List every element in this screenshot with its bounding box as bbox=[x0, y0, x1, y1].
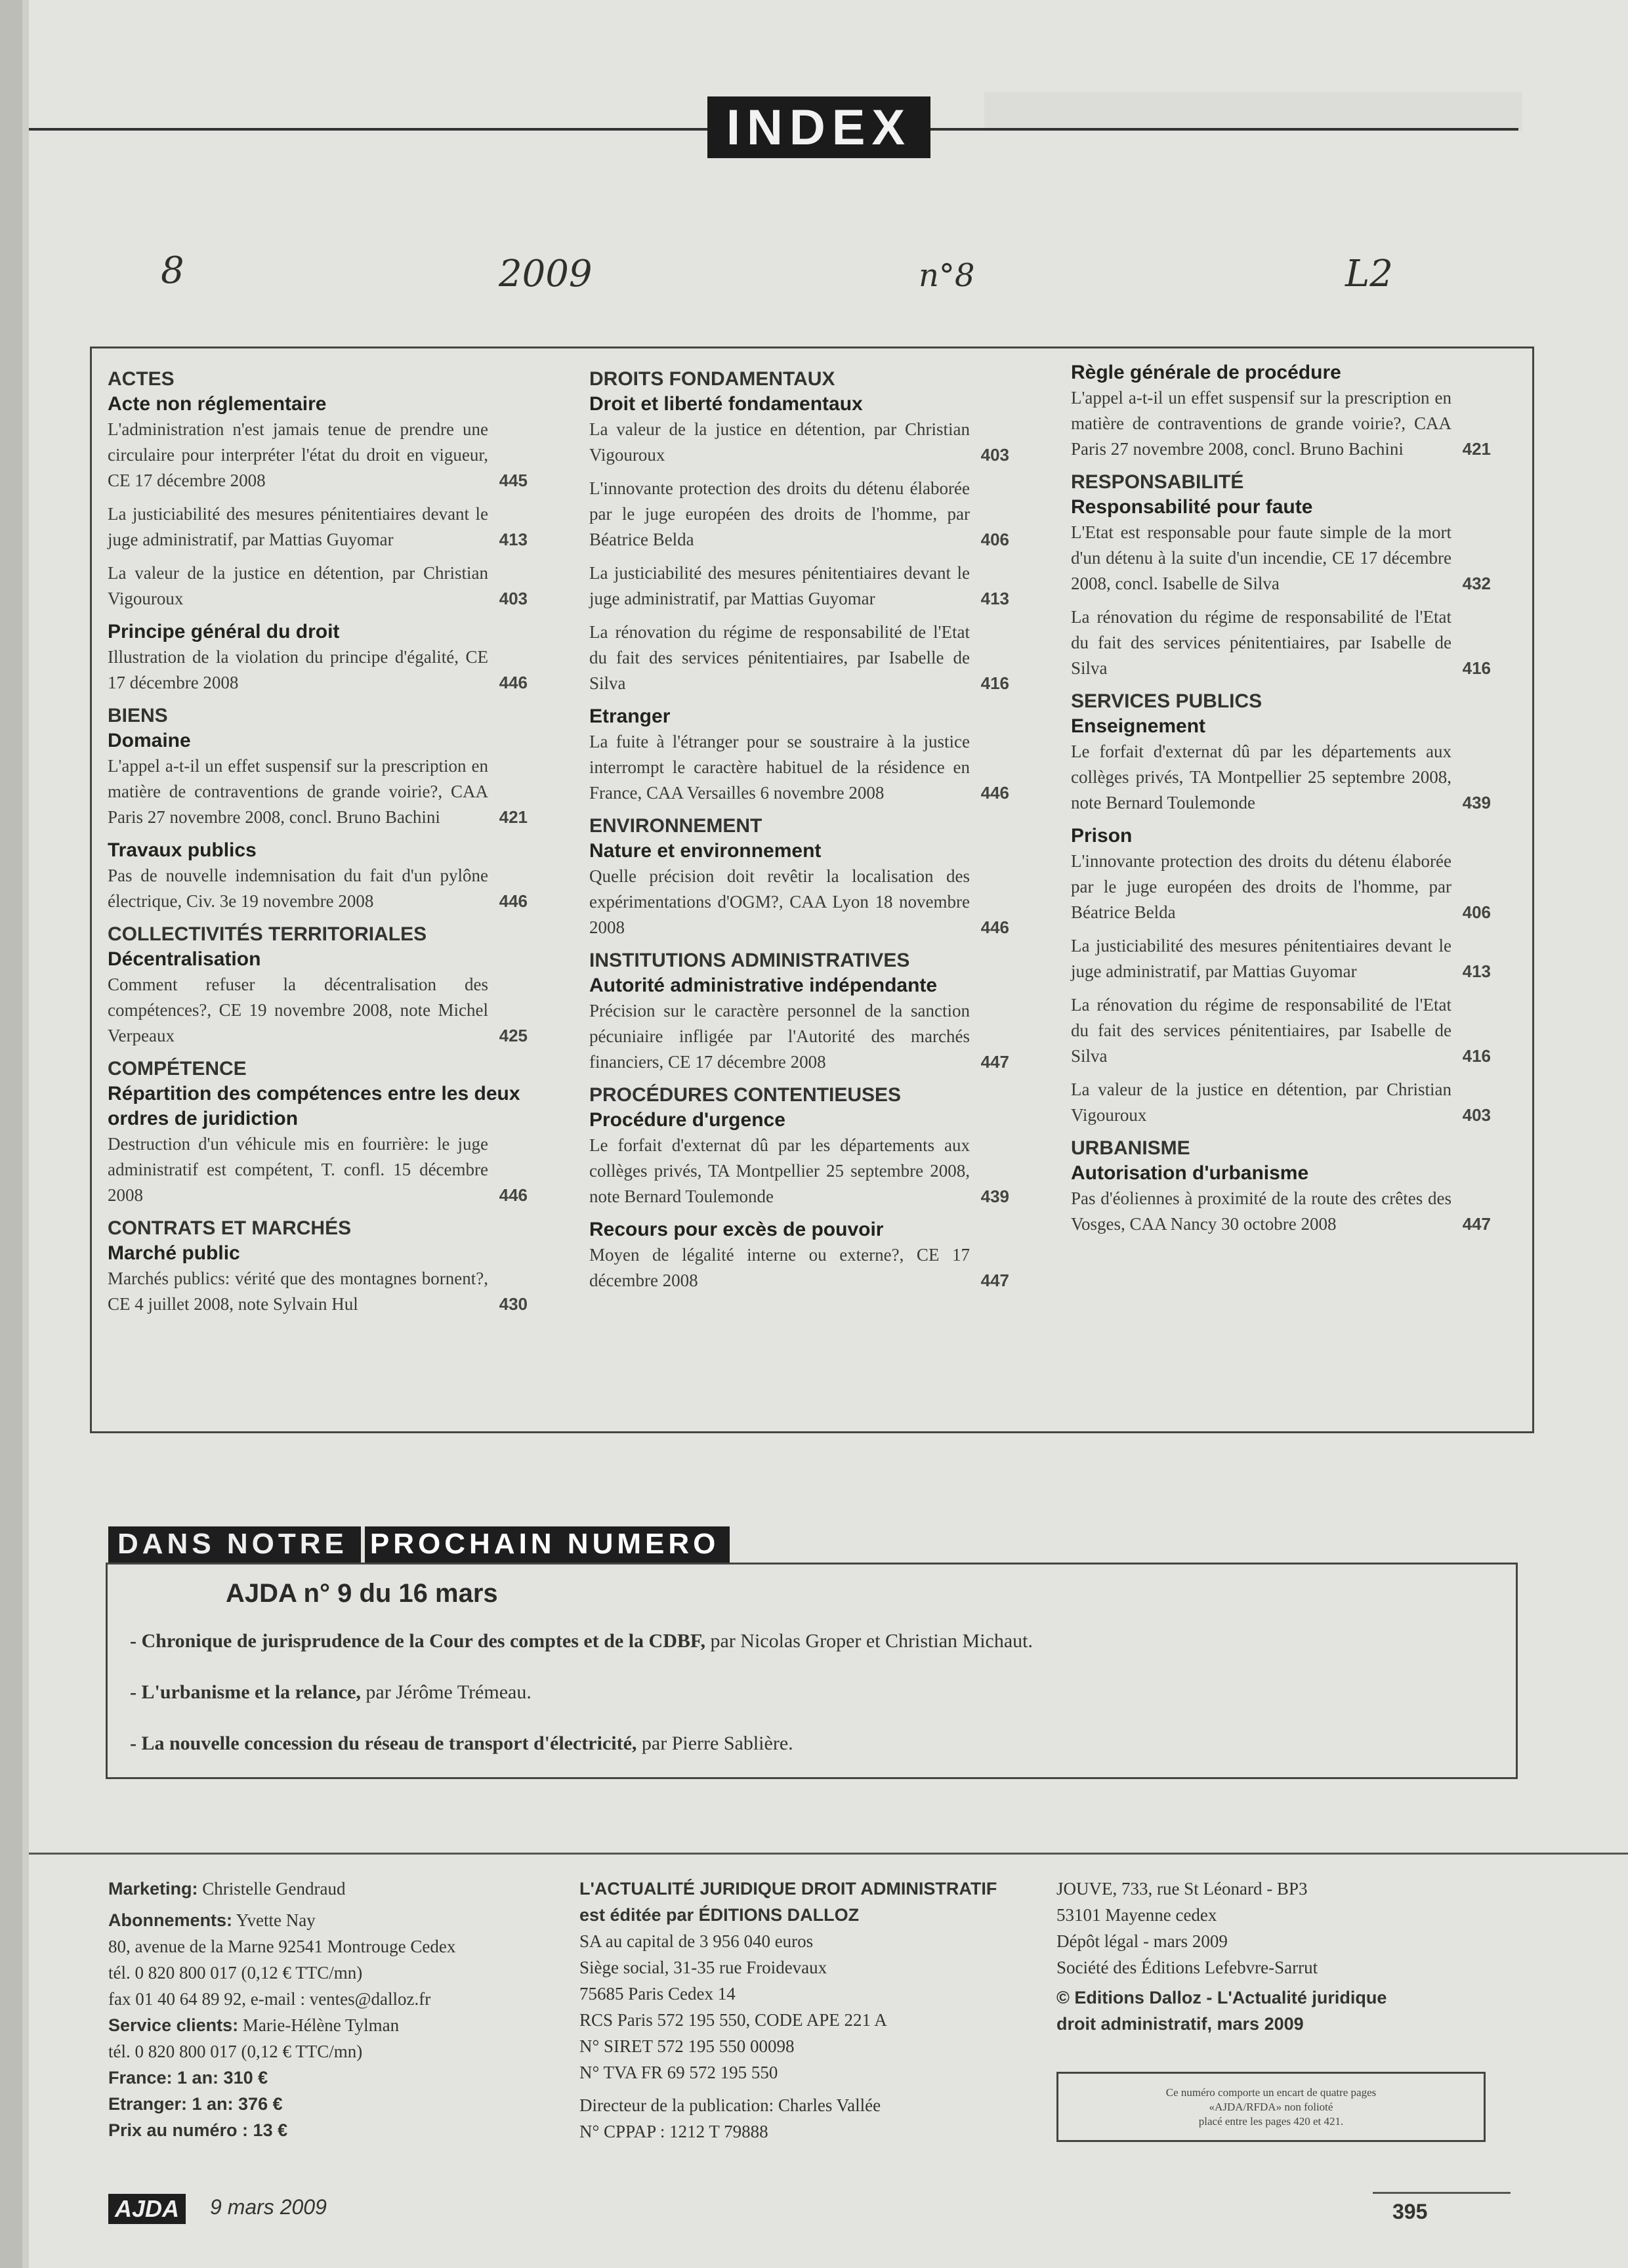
subsection-heading: Droit et liberté fondamentaux bbox=[589, 393, 863, 415]
entry-text: Pas de nouvelle indemnisation du fait d'un pylône électrique, Civ. 3e 19 novembre 2008 bbox=[108, 866, 488, 911]
publisher-line: N° TVA FR 69 572 195 550 bbox=[579, 2063, 778, 2082]
page-ref: 413 bbox=[1462, 961, 1491, 981]
page-ref: 446 bbox=[980, 917, 1009, 937]
entry-text: La rénovation du régime de responsabilité de l'Etat du fait des services pénitentiaires, par Isabelle de Silva bbox=[1071, 995, 1451, 1066]
entry-text: Marchés publics: vérité que des montagnes bornent?, CE 4 juillet 2008, note Sylvain Hul bbox=[108, 1269, 488, 1314]
label: Abonnements: bbox=[108, 1910, 232, 1930]
address: 80, avenue de la Marne 92541 Montrouge Cedex bbox=[108, 1937, 456, 1956]
page-ref: 447 bbox=[1462, 1214, 1491, 1234]
subsection-heading: Nature et environnement bbox=[589, 840, 822, 862]
section-heading: CONTRATS ET MARCHÉS bbox=[108, 1217, 352, 1239]
subsection-heading: Autorisation d'urbanisme bbox=[1071, 1162, 1309, 1184]
section-heading: DROITS FONDAMENTAUX bbox=[589, 368, 835, 390]
subsection-heading: Domaine bbox=[108, 730, 191, 751]
entry-text: Pas d'éoliennes à proximité de la route des crêtes des Vosges, CAA Nancy 30 octobre 2008 bbox=[1071, 1188, 1451, 1234]
value: Yvette Nay bbox=[232, 1910, 316, 1930]
page-ref: 425 bbox=[499, 1026, 528, 1045]
subsection-heading: Décentralisation bbox=[108, 948, 261, 970]
page-ref: 445 bbox=[499, 471, 528, 490]
page-ref: 403 bbox=[1462, 1105, 1491, 1125]
price-france: France: 1 an: 310 € bbox=[108, 2068, 268, 2088]
entry-text: La justiciabilité des mesures pénitentiaires devant le juge administratif, par Mattias Guyomar bbox=[589, 563, 970, 608]
page-ref: 430 bbox=[499, 1294, 528, 1314]
note-line: Ce numéro comporte un encart de quatre pages bbox=[1165, 2086, 1377, 2099]
entry-text: La valeur de la justice en détention, par Christian Vigouroux bbox=[108, 563, 488, 608]
handwritten-issue: n°8 bbox=[919, 257, 975, 294]
entry-text: La justiciabilité des mesures pénitentiaires devant le juge administratif, par Mattias Guyomar bbox=[108, 504, 488, 549]
insert-note-box bbox=[1056, 2072, 1486, 2142]
index-entry bbox=[1071, 1186, 1491, 1237]
price-issue: Prix au numéro : 13 € bbox=[108, 2120, 288, 2140]
entry-text: Illustration de la violation du principe d'égalité, CE 17 décembre 2008 bbox=[108, 647, 488, 692]
handwritten-code: L2 bbox=[1345, 253, 1393, 295]
entry-text: La valeur de la justice en détention, par Christian Vigouroux bbox=[1071, 1080, 1451, 1125]
entry-text: Destruction d'un véhicule mis en fourrière: le juge administratif est compétent, T. confl. 15 décembre 2008 bbox=[108, 1134, 488, 1205]
publisher-title: L'ACTUALITÉ JURIDIQUE DROIT ADMINISTRATIF bbox=[579, 1879, 997, 1899]
subsection-heading: Etranger bbox=[589, 705, 671, 727]
value: Christelle Gendraud bbox=[198, 1879, 346, 1899]
page-number-rule bbox=[1373, 2192, 1511, 2194]
section-heading: INSTITUTIONS ADMINISTRATIVES bbox=[589, 950, 910, 971]
index-entry bbox=[1071, 1077, 1491, 1128]
publisher-line: Siège social, 31-35 rue Froidevaux bbox=[579, 1958, 827, 1977]
page-ref: 416 bbox=[980, 673, 1009, 693]
page-ref: 446 bbox=[980, 783, 1009, 803]
section-heading: ENVIRONNEMENT bbox=[589, 815, 762, 837]
index-entry bbox=[589, 864, 1009, 940]
index-entry bbox=[108, 560, 528, 612]
entry-text: L'innovante protection des droits du détenu élaborée par le juge européen des droits de l'homme, par Béatrice Belda bbox=[589, 478, 970, 549]
printer-line: JOUVE, 733, rue St Léonard - BP3 bbox=[1056, 1879, 1308, 1899]
page-gutter bbox=[0, 0, 22, 2268]
index-entry bbox=[589, 417, 1009, 468]
entry-text: La valeur de la justice en détention, par Christian Vigouroux bbox=[589, 419, 970, 465]
index-entry bbox=[589, 560, 1009, 612]
subsection-heading: Travaux publics bbox=[108, 839, 257, 861]
next-issue-banner-a: DANS NOTRE bbox=[108, 1526, 361, 1564]
footer-publisher bbox=[579, 1876, 1052, 2145]
index-entry bbox=[589, 1242, 1009, 1293]
section-heading: RESPONSABILITÉ bbox=[1071, 471, 1244, 493]
entry-text: L'appel a-t-il un effet suspensif sur la prescription en matière de contraventions de grande voirie?, CAA Paris 27 novembre 2008, concl. Bruno Bachini bbox=[1071, 388, 1451, 459]
index-entry bbox=[108, 644, 528, 696]
entry-text: La rénovation du régime de responsabilité de l'Etat du fait des services pénitentiaires, par Isabelle de Silva bbox=[589, 622, 970, 693]
section-heading: URBANISME bbox=[1071, 1137, 1190, 1159]
service-line bbox=[108, 2012, 568, 2038]
copyright-line: droit administratif, mars 2009 bbox=[1056, 2014, 1304, 2034]
issue-date: 9 mars 2009 bbox=[210, 2195, 327, 2219]
entry-text: Le forfait d'externat dû par les départements aux collèges privés, TA Montpellier 25 septembre 2008, note Bernard Toulemonde bbox=[1071, 742, 1451, 812]
page-ref: 403 bbox=[499, 589, 528, 608]
entry-text: Précision sur le caractère personnel de la sanction pécuniaire infligée par l'Autorité des marchés financiers, CE 17 décembre 2008 bbox=[589, 1001, 970, 1072]
cppap-line: N° CPPAP : 1212 T 79888 bbox=[579, 2122, 768, 2141]
phone: tél. 0 820 800 017 (0,12 € TTC/mn) bbox=[108, 1963, 363, 1983]
index-column-1 bbox=[108, 360, 528, 1325]
entry-text: Quelle précision doit revêtir la localisation des expérimentations d'OGM?, CAA Lyon 18 novembre 2008 bbox=[589, 866, 970, 937]
index-entry bbox=[108, 863, 528, 914]
index-entry bbox=[589, 998, 1009, 1075]
index-entry bbox=[1071, 520, 1491, 597]
publisher-line: N° SIRET 572 195 550 00098 bbox=[579, 2036, 795, 2056]
item-author: par Nicolas Groper et Christian Michaut. bbox=[705, 1630, 1033, 1652]
page-ref: 421 bbox=[1462, 439, 1491, 459]
printer-line: Dépôt légal - mars 2009 bbox=[1056, 1931, 1228, 1951]
publisher-line: 75685 Paris Cedex 14 bbox=[579, 1984, 736, 2004]
entry-text: La fuite à l'étranger pour se soustraire à la justice interrompt le caractère habituel de la résidence en France, CAA Versailles 6 novembre 2008 bbox=[589, 732, 970, 803]
next-issue-item bbox=[130, 1732, 793, 1755]
page-ref: 413 bbox=[499, 530, 528, 549]
section-heading: COLLECTIVITÉS TERRITORIALES bbox=[108, 923, 427, 945]
index-entry bbox=[108, 753, 528, 830]
subsection-heading: Marché public bbox=[108, 1242, 240, 1264]
subsection-heading: Autorité administrative indépendante bbox=[589, 975, 938, 996]
subsection-heading: Responsabilité pour faute bbox=[1071, 496, 1313, 518]
label: Service clients: bbox=[108, 2015, 239, 2035]
index-entry bbox=[589, 1133, 1009, 1209]
page-ref: 416 bbox=[1462, 658, 1491, 678]
index-entry bbox=[1071, 933, 1491, 984]
index-entry bbox=[1071, 739, 1491, 816]
index-entry bbox=[589, 620, 1009, 696]
footer-printer bbox=[1056, 1876, 1503, 2037]
subsection-heading: Répartition des compétences entre les deux ordres de juridiction bbox=[108, 1083, 520, 1129]
subsection-heading: Recours pour excès de pouvoir bbox=[589, 1219, 884, 1240]
subsection-heading: Procédure d'urgence bbox=[589, 1109, 785, 1131]
index-entry bbox=[1071, 604, 1491, 681]
entry-text: Comment refuser la décentralisation des compétences?, CE 19 novembre 2008, note Michel Verpeaux bbox=[108, 975, 488, 1045]
page-number: 395 bbox=[1392, 2200, 1428, 2223]
entry-text: L'innovante protection des droits du détenu élaborée par le juge européen des droits de l'homme, par Béatrice Belda bbox=[1071, 851, 1451, 922]
publisher-line: RCS Paris 572 195 550, CODE APE 221 A bbox=[579, 2010, 887, 2030]
entry-text: Moyen de légalité interne ou externe?, CE 17 décembre 2008 bbox=[589, 1245, 970, 1290]
subsection-heading: Règle générale de procédure bbox=[1071, 362, 1341, 383]
next-issue-box bbox=[106, 1563, 1518, 1779]
section-heading: BIENS bbox=[108, 705, 168, 726]
next-issue-item bbox=[130, 1630, 1033, 1652]
next-issue-banner-b: PROCHAIN NUMERO bbox=[361, 1526, 730, 1564]
publisher-name: est éditée par ÉDITIONS DALLOZ bbox=[579, 1905, 860, 1925]
note-line: placé entre les pages 420 et 421. bbox=[1198, 2115, 1344, 2128]
printer-line: Société des Éditions Lefebvre-Sarrut bbox=[1056, 1958, 1318, 1977]
entry-text: L'Etat est responsable pour faute simple de la mort d'un détenu à la suite d'un incendie, CE 17 décembre 2008, concl. Isabelle de Silva bbox=[1071, 522, 1451, 593]
page-ref: 416 bbox=[1462, 1046, 1491, 1066]
page-ref: 403 bbox=[980, 445, 1009, 465]
item-author: par Jérôme Trémeau. bbox=[360, 1681, 532, 1703]
handwritten-number: 8 bbox=[161, 249, 184, 292]
ajda-logo: AJDA bbox=[108, 2194, 186, 2224]
handwritten-year: 2009 bbox=[499, 253, 593, 295]
page-ref: 446 bbox=[499, 1185, 528, 1205]
page-ref: 446 bbox=[499, 673, 528, 692]
next-issue-title: AJDA n° 9 du 16 mars bbox=[226, 1579, 498, 1608]
section-heading: COMPÉTENCE bbox=[108, 1058, 247, 1080]
subscriptions-line bbox=[108, 1907, 568, 1933]
page-gutter-shadow bbox=[22, 0, 29, 2268]
page-ref: 421 bbox=[499, 807, 528, 827]
price-abroad: Etranger: 1 an: 376 € bbox=[108, 2094, 283, 2114]
page-ref: 439 bbox=[980, 1186, 1009, 1206]
index-entry bbox=[1071, 385, 1491, 462]
printer-line: 53101 Mayenne cedex bbox=[1056, 1905, 1217, 1925]
value: Marie-Hélène Tylman bbox=[238, 2015, 400, 2035]
page-ref: 406 bbox=[980, 530, 1009, 549]
item-title: - La nouvelle concession du réseau de transport d'électricité, bbox=[130, 1732, 637, 1754]
index-entry bbox=[589, 476, 1009, 553]
phone: tél. 0 820 800 017 (0,12 € TTC/mn) bbox=[108, 2042, 363, 2061]
subsection-heading: Enseignement bbox=[1071, 715, 1206, 737]
index-entry bbox=[108, 972, 528, 1049]
label: Marketing: bbox=[108, 1879, 198, 1899]
index-entry bbox=[108, 1131, 528, 1208]
entry-text: L'administration n'est jamais tenue de prendre une circulaire pour interpréter l'état du droit en vigueur, CE 17 décembre 2008 bbox=[108, 419, 488, 490]
index-entry bbox=[108, 1266, 528, 1317]
index-column-2 bbox=[589, 360, 1009, 1301]
index-entry bbox=[589, 729, 1009, 806]
page-ref: 413 bbox=[980, 589, 1009, 608]
footer-contacts bbox=[108, 1876, 568, 2143]
entry-text: La justiciabilité des mesures pénitentiaires devant le juge administratif, par Mattias Guyomar bbox=[1071, 936, 1451, 981]
subsection-heading: Prison bbox=[1071, 825, 1133, 847]
copyright-line: © Editions Dalloz - L'Actualité juridique bbox=[1056, 1988, 1387, 2007]
fax-email: fax 01 40 64 89 92, e-mail : ventes@dalloz.fr bbox=[108, 1989, 431, 2009]
section-heading: SERVICES PUBLICS bbox=[1071, 690, 1263, 712]
index-entry bbox=[1071, 992, 1491, 1069]
footer-rule bbox=[29, 1853, 1628, 1855]
index-box bbox=[90, 346, 1534, 1433]
page-ref: 447 bbox=[980, 1270, 1009, 1290]
index-entry bbox=[108, 501, 528, 553]
page-ref: 439 bbox=[1462, 793, 1491, 812]
next-issue-item bbox=[130, 1681, 532, 1704]
subsection-heading: Principe général du droit bbox=[108, 621, 340, 642]
item-title: - Chronique de jurisprudence de la Cour des comptes et de la CDBF, bbox=[130, 1630, 705, 1652]
entry-text: L'appel a-t-il un effet suspensif sur la prescription en matière de contraventions de grande voirie?, CAA Paris 27 novembre 2008, concl. Bruno Bachini bbox=[108, 756, 488, 827]
page-ref: 432 bbox=[1462, 574, 1491, 593]
marketing-line bbox=[108, 1876, 568, 1902]
section-heading: ACTES bbox=[108, 368, 175, 390]
index-title: INDEX bbox=[707, 96, 930, 158]
item-author: par Pierre Sablière. bbox=[637, 1732, 793, 1754]
page-ref: 406 bbox=[1462, 902, 1491, 922]
next-issue-banner bbox=[108, 1526, 730, 1564]
note-line: «AJDA/RFDA» non folioté bbox=[1209, 2101, 1333, 2113]
subsection-heading: Acte non réglementaire bbox=[108, 393, 327, 415]
entry-text: La rénovation du régime de responsabilité de l'Etat du fait des services pénitentiaires, par Isabelle de Silva bbox=[1071, 607, 1451, 678]
director-line: Directeur de la publication: Charles Vallée bbox=[579, 2095, 881, 2115]
entry-text: Le forfait d'externat dû par les départements aux collèges privés, TA Montpellier 25 septembre 2008, note Bernard Toulemonde bbox=[589, 1135, 970, 1206]
item-title: - L'urbanisme et la relance, bbox=[130, 1681, 361, 1703]
page-ref: 446 bbox=[499, 891, 528, 911]
section-heading: PROCÉDURES CONTENTIEUSES bbox=[589, 1084, 902, 1106]
show-through bbox=[984, 92, 1522, 131]
index-entry bbox=[1071, 849, 1491, 925]
index-column-3 bbox=[1071, 360, 1491, 1245]
page-ref: 447 bbox=[980, 1052, 1009, 1072]
index-entry bbox=[108, 417, 528, 494]
publisher-line: SA au capital de 3 956 040 euros bbox=[579, 1931, 814, 1951]
